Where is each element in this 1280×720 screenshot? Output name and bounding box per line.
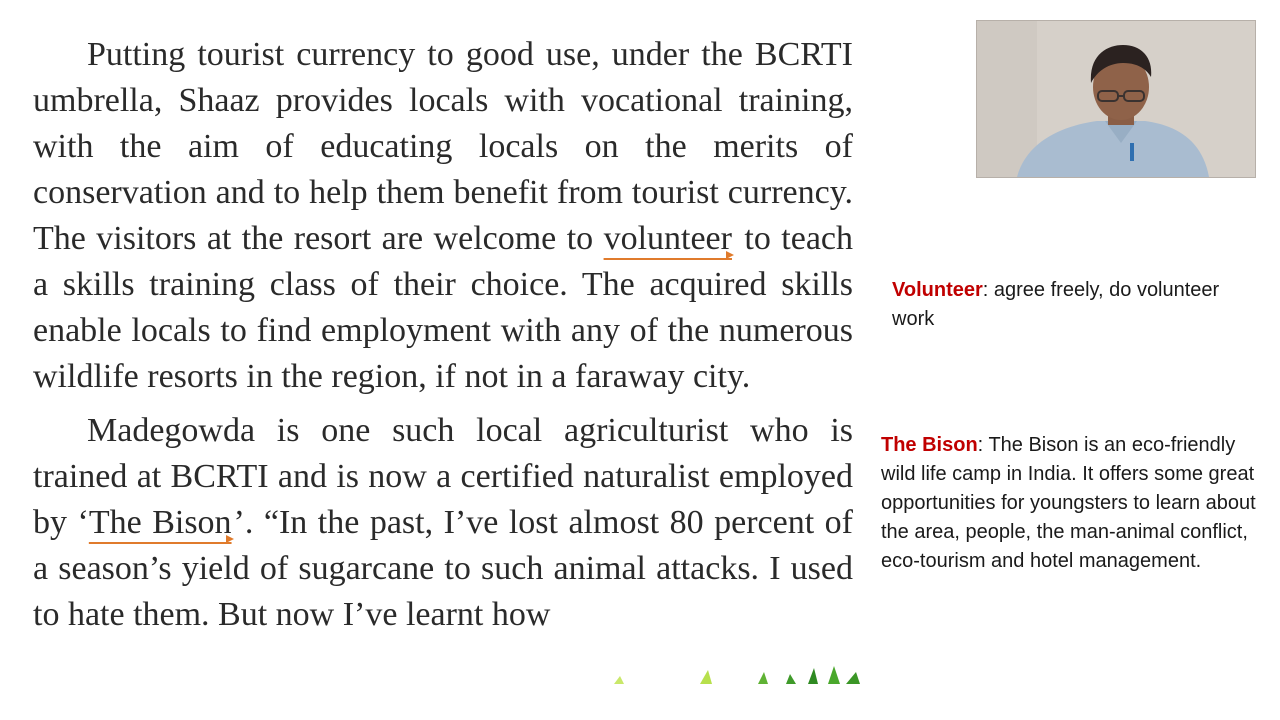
paragraph-2 bbox=[33, 408, 853, 638]
presenter-webcam-video bbox=[976, 20, 1256, 178]
grass-icon bbox=[612, 664, 866, 684]
paragraph-1-text-end: to teach a skills training class of their choice. The acquired skills enable locals to find employment with any of the numerous wildlife resorts in the region, if not in a faraway city. bbox=[33, 220, 854, 395]
paragraph-2-text-start: Madegowda is one such local agriculturist who is trained at BCRTI and is now a certified naturalist employed by ‘ bbox=[33, 412, 853, 541]
paragraph-2-text-end: ’. “In the past, I’ve lost almost 80 percent of a season’s yield of sugarcane to such animal attacks. I used to hate them. But now I’ve learnt how bbox=[33, 504, 853, 633]
glossary-definition: agree freely, do volunteer work bbox=[892, 279, 1220, 330]
highlighted-word-the-bison: The Bison bbox=[88, 504, 232, 541]
glossary-separator: : bbox=[982, 279, 994, 301]
grass-decoration bbox=[612, 664, 866, 684]
textbook-passage bbox=[33, 32, 853, 638]
glossary-entry-volunteer bbox=[892, 276, 1262, 334]
glossary-separator: : bbox=[977, 434, 989, 456]
paragraph-1-text-start: Putting tourist currency to good use, under the BCRTI umbrella, Shaaz provides locals with vocational training, with the aim of educating locals on the merits of conservation and to help them benefit from tourist currency. The visitors at the resort are welcome to bbox=[33, 36, 853, 257]
glossary-entry-the-bison bbox=[881, 431, 1266, 576]
glossary-term: Volunteer bbox=[892, 279, 983, 301]
glossary-definition: The Bison is an eco-friendly wild life camp in India. It offers some great opportunities for youngsters to learn about the area, people, the man-animal conflict, eco-tourism and hotel management. bbox=[881, 434, 1256, 572]
presenter-figure bbox=[977, 21, 1255, 177]
paragraph-1 bbox=[33, 32, 853, 400]
glossary-term: The Bison bbox=[881, 434, 978, 456]
highlighted-word-volunteer: volunteer bbox=[603, 220, 732, 257]
